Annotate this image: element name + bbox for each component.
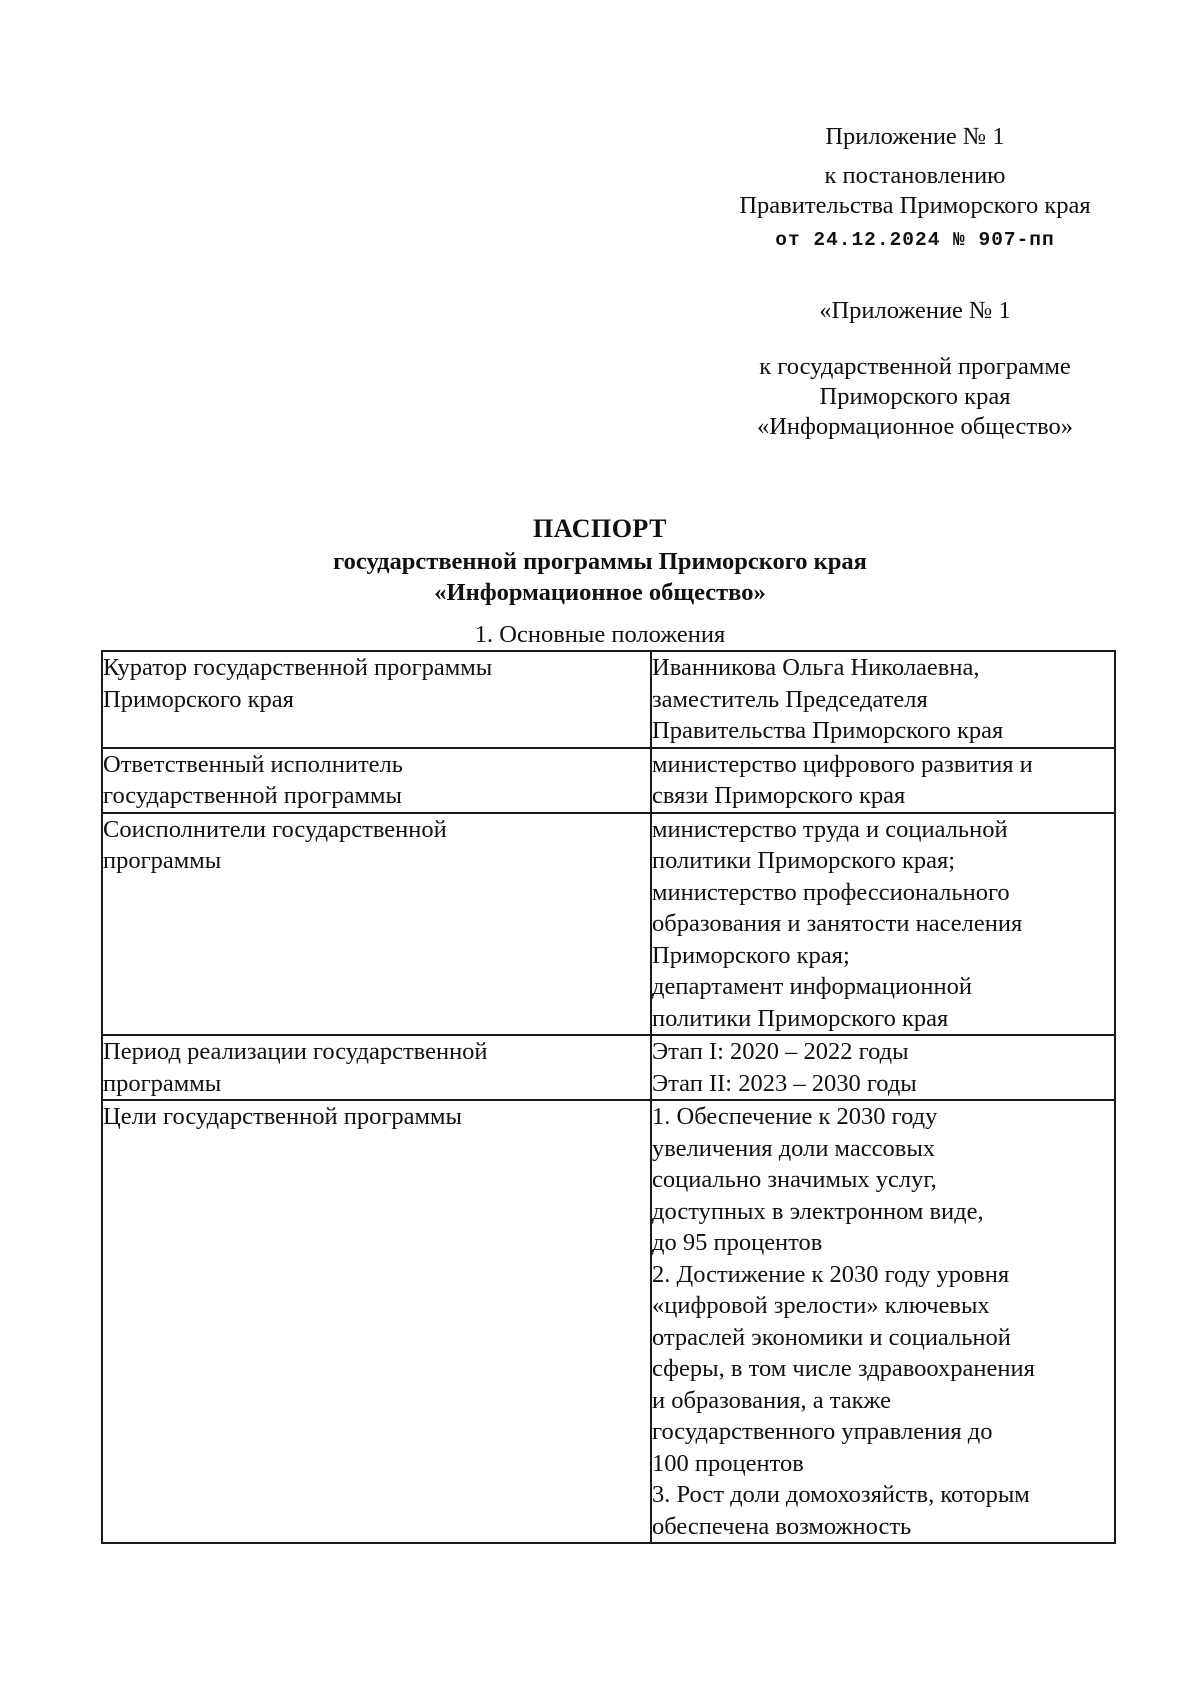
appendix-line: к постановлению [824,162,1006,189]
cell-text: Приморского края; [652,941,850,969]
cell-text: отраслей экономики и социальной [652,1323,1011,1351]
passport-table [101,650,1116,1544]
cell-text: Правительства Приморского края [652,717,1004,744]
row-value-cell [651,1035,1115,1100]
row-value-cell [651,748,1115,813]
cell-text: 3. Рост доли домохозяйств, которым [652,1481,1030,1508]
cell-text: 1. Обеспечение к 2030 году [652,1103,938,1130]
cell-text: государственного управления до [652,1418,993,1445]
table-row [102,1035,1115,1100]
cell-text: Ответственный исполнитель [103,750,403,778]
cell-text: увеличения доли массовых [652,1134,936,1162]
row-value-cell [651,813,1115,1036]
cell-text: заместитель Председателя [652,685,928,713]
decree-number: от 24.12.2024 № 907-пп [775,229,1055,251]
row-value-cell [651,1100,1115,1543]
cell-text: политики Приморского края [652,1004,949,1032]
cell-text: Этап I: 2020 – 2022 годы [652,1038,909,1065]
cell-text: Соисполнители государственной [103,815,447,843]
cell-text: образования и занятости населения [652,910,1023,937]
cell-text: департамент информационной [652,973,972,1000]
cell-text: министерство профессионального [652,878,1010,906]
cell-text: Приморского края [103,685,294,713]
program-appendix-line: к государственной программе [759,353,1071,380]
program-appendix-line: «Информационное общество» [756,413,1074,440]
table-row [102,1100,1115,1543]
title-main: ПАСПОРТ [533,514,667,543]
title-subline: государственной программы Приморского края [333,548,867,575]
row-label-cell [102,1100,651,1543]
cell-text: сферы, в том числе здравоохранения [652,1355,1035,1382]
cell-text: программы [103,847,222,874]
row-label-cell [102,748,651,813]
appendix-title: Приложение № 1 [825,123,1005,150]
cell-text: и образования, а также [652,1386,891,1414]
row-label-cell [102,813,651,1036]
cell-text: связи Приморского края [652,782,906,809]
cell-text: доступных в электронном виде, [652,1197,984,1225]
table-row [102,748,1115,813]
cell-text: Цели государственной программы [103,1103,463,1130]
document-title [0,512,1200,608]
cell-text: Иванникова Ольга Николаевна, [652,654,980,681]
cell-text: социально значимых услуг, [652,1166,937,1193]
appendix-line: Правительства Приморского края [739,192,1091,219]
title-subline: «Информационное общество» [434,579,766,606]
cell-text: до 95 процентов [652,1229,823,1256]
cell-text: обеспечена возможность [652,1512,912,1540]
section-title: 1. Основные положения [474,621,726,648]
cell-text: «цифровой зрелости» ключевых [652,1292,990,1319]
cell-text: министерство труда и социальной [652,815,1008,843]
table-row [102,813,1115,1036]
cell-text: Этап II: 2023 – 2030 годы [652,1069,917,1097]
cell-text: Куратор государственной программы [103,654,493,681]
cell-text: министерство цифрового развития и [652,750,1033,778]
cell-text: 100 процентов [652,1449,804,1477]
row-label-cell [102,1035,651,1100]
cell-text: государственной программы [103,782,402,809]
appendix-header [700,122,1130,255]
row-label-cell [102,651,651,748]
cell-text: Период реализации государственной [103,1038,488,1065]
row-value-cell [651,651,1115,748]
table-row [102,651,1115,748]
program-appendix-line: Приморского края [819,383,1011,410]
cell-text: 2. Достижение к 2030 году уровня [652,1260,1010,1288]
cell-text: программы [103,1069,222,1097]
program-appendix-header [700,296,1130,442]
program-appendix-title: «Приложение № 1 [819,297,1011,324]
cell-text: политики Приморского края; [652,847,956,874]
